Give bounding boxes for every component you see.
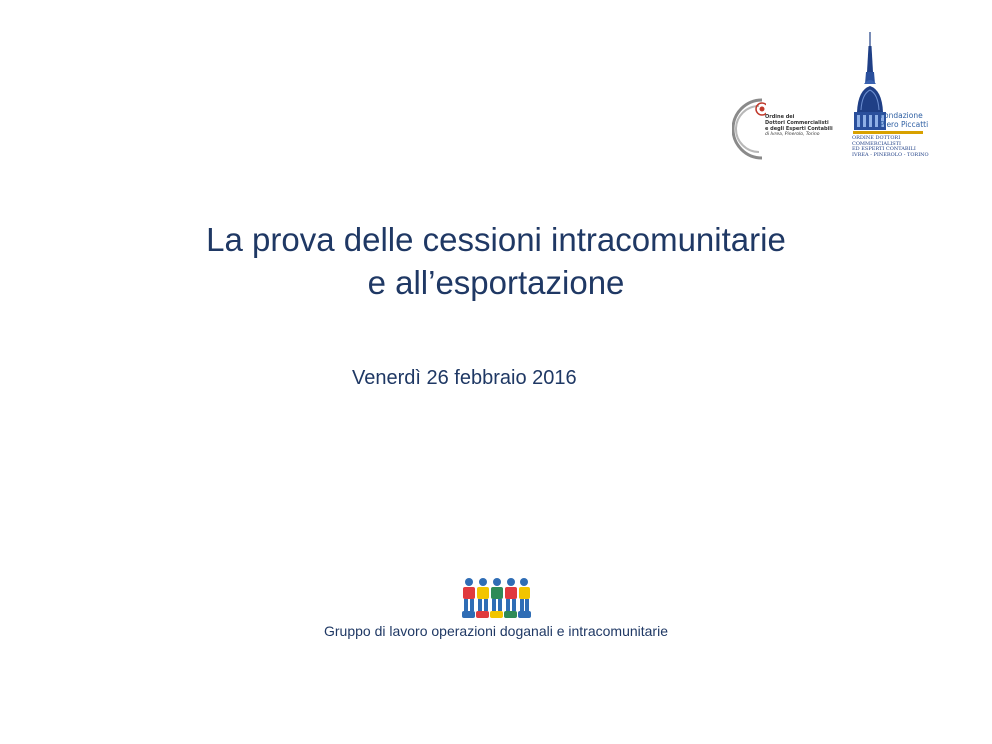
fondazione-order-caption bbox=[852, 136, 929, 158]
slide-date: Venerdì 26 febbraio 2016 bbox=[352, 367, 577, 389]
fondazione-logo bbox=[848, 32, 928, 162]
fondazione-order-line-2: COMMERCIALISTI bbox=[852, 140, 902, 147]
odcec-logo bbox=[732, 96, 832, 162]
puzzle-person-2 bbox=[476, 578, 489, 618]
fondazione-order-line-1: ORDINE DOTTORI bbox=[852, 135, 901, 141]
fondazione-order-line-4: IVREA - PINEROLO - TORINO bbox=[852, 151, 929, 158]
fondazione-name-line-1: Fondazione bbox=[880, 111, 923, 120]
puzzle-person-3 bbox=[490, 578, 503, 618]
fondazione-divider bbox=[853, 131, 923, 134]
odcec-caption bbox=[765, 114, 835, 138]
puzzle-people-icon bbox=[459, 576, 533, 622]
fondazione-name bbox=[880, 112, 928, 129]
puzzle-person-5 bbox=[518, 578, 531, 618]
working-group-caption: Gruppo di lavoro operazioni doganali e intracomunitarie bbox=[324, 623, 668, 639]
odcec-emblem-icon bbox=[732, 96, 766, 162]
odcec-line-3: e degli Esperti Contabili bbox=[765, 126, 833, 132]
fondazione-order-line-3: ED ESPERTI CONTABILI bbox=[852, 146, 916, 153]
odcec-line-2: Dottori Commercialisti bbox=[765, 120, 829, 126]
fondazione-name-line-2: Piero Piccatti bbox=[880, 119, 929, 129]
puzzle-person-1 bbox=[462, 578, 475, 618]
puzzle-person-4 bbox=[504, 578, 517, 618]
odcec-line-4: di Ivrea, Pinerolo, Torino bbox=[765, 132, 820, 137]
slide-title-line-1: La prova delle cessioni intracomunitarie bbox=[206, 221, 786, 258]
slide-title-line-2: e all’esportazione bbox=[367, 264, 625, 301]
slide-title bbox=[0, 218, 992, 304]
odcec-line-1: Ordine dei bbox=[765, 114, 795, 120]
